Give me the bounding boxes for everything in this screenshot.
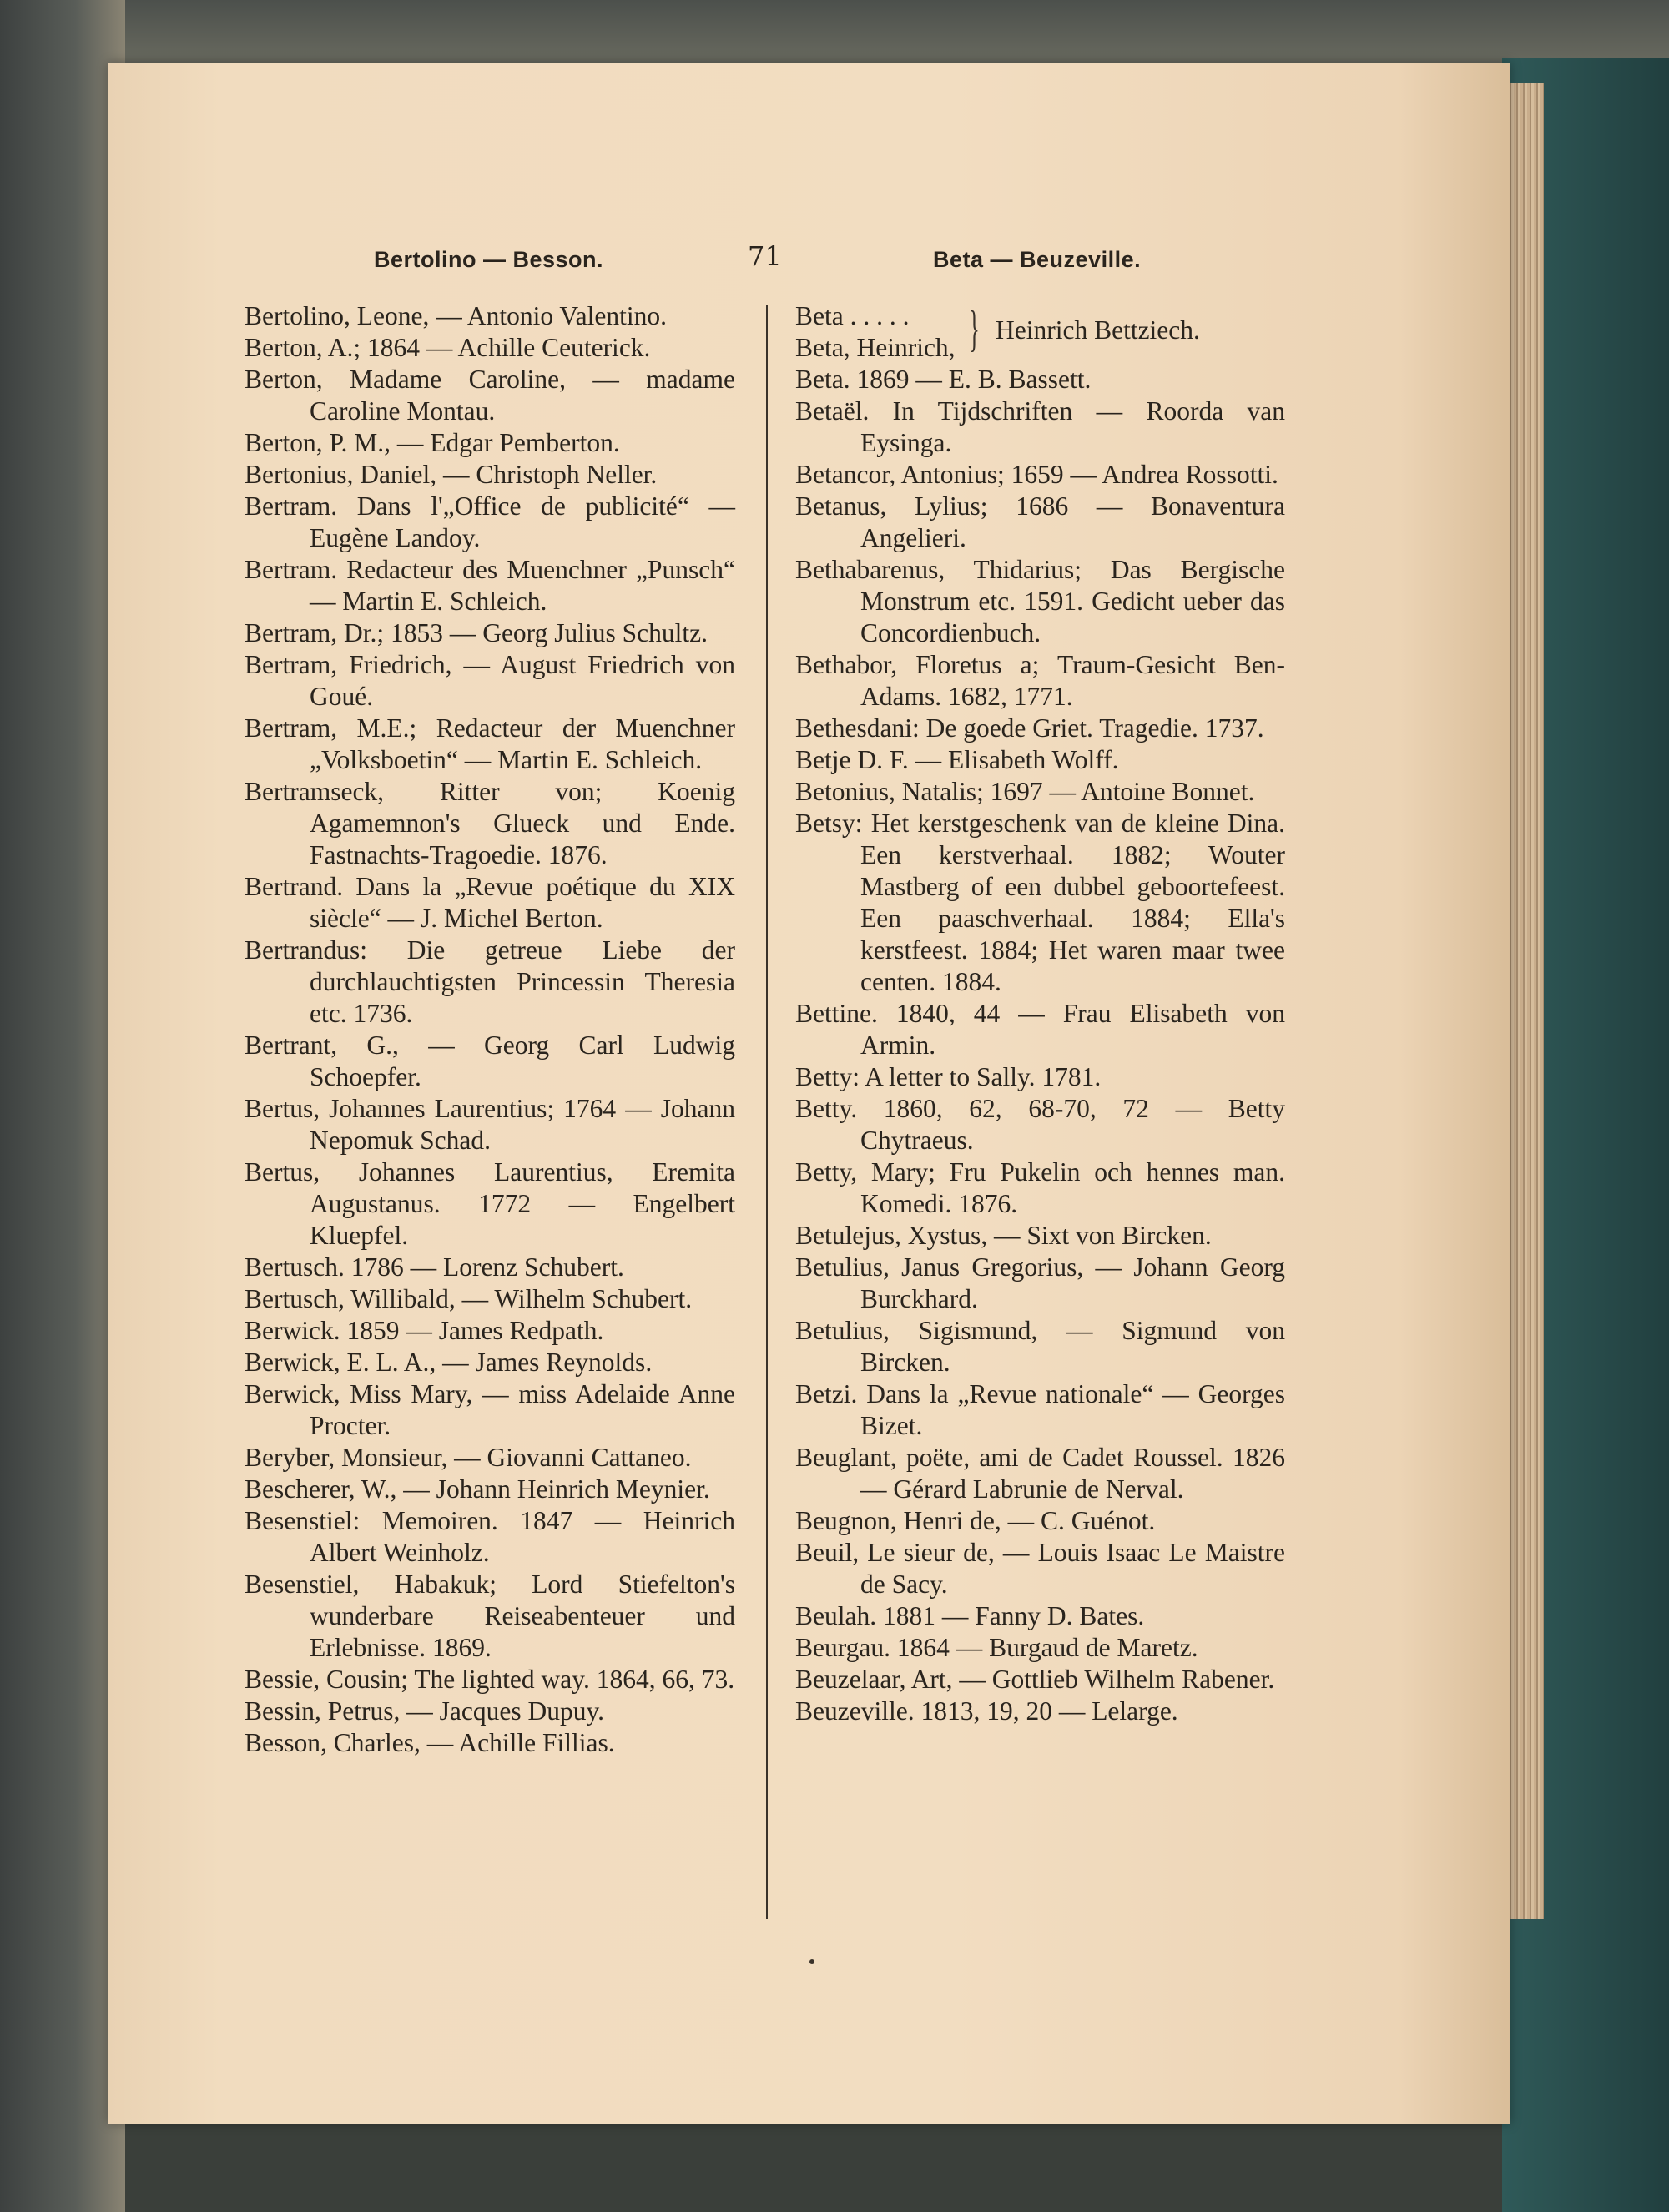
index-entry: Berton, P. M., — Edgar Pemberton.: [245, 428, 620, 457]
page-number: 71: [748, 240, 782, 272]
brace-names: [795, 300, 987, 364]
index-entry: Berwick, Miss Mary, — miss Adelaide Anne Procter.: [245, 1379, 735, 1440]
index-entry: Bertram. Redacteur des Muenchner „Punsch“ — Martin E. Schleich.: [245, 555, 735, 616]
index-entry: Bertus, Johannes Laurentius; 1764 — Johann Nepomuk Schad.: [245, 1094, 735, 1155]
running-head-left: Bertolino — Besson.: [374, 247, 604, 272]
index-entry: Beugnon, Henri de, — C. Guénot.: [795, 1506, 1156, 1535]
index-entry: Beulah. 1881 — Fanny D. Bates.: [795, 1601, 1145, 1630]
index-entry: Bertusch, Willibald, — Wilhelm Schubert.: [245, 1284, 693, 1313]
index-entry: Beryber, Monsieur, — Giovanni Cattaneo.: [245, 1443, 692, 1472]
index-entry: Bethesdani: De goede Griet. Tragedie. 1737.: [795, 713, 1264, 743]
index-entry: Bethabarenus, Thidarius; Das Bergische Monstrum etc. 1591. Gedicht ueber das Concordienbuch.: [795, 555, 1285, 647]
right-column: [795, 300, 1285, 1727]
index-entry: Betulius, Janus Gregorius, — Johann Georg Burckhard.: [795, 1252, 1285, 1313]
index-entry: Beuzelaar, Art, — Gottlieb Wilhelm Rabener.: [795, 1665, 1275, 1694]
scan-background-left: [0, 0, 125, 2212]
column-divider: [766, 305, 768, 1919]
index-entry: Bertusch. 1786 — Lorenz Schubert.: [245, 1252, 624, 1282]
index-entry: Betancor, Antonius; 1659 — Andrea Rossotti.: [795, 460, 1278, 489]
index-entry: Berwick, E. L. A., — James Reynolds.: [245, 1348, 653, 1377]
index-entry: Bertrand. Dans la „Revue poétique du XIX siècle“ — J. Michel Berton.: [245, 872, 735, 933]
index-entry: Betonius, Natalis; 1697 — Antoine Bonnet.: [795, 777, 1255, 806]
index-entry: Betulius, Sigismund, — Sigmund von Bircken.: [795, 1316, 1285, 1377]
index-entry: Betty: A letter to Sally. 1781.: [795, 1062, 1102, 1091]
index-entry: Beta. 1869 — E. B. Bassett.: [795, 365, 1092, 394]
index-entry: Bescherer, W., — Johann Heinrich Meynier.: [245, 1474, 710, 1504]
brace-entry: [795, 300, 1285, 364]
index-entry: Betzi. Dans la „Revue nationale“ — Georges Bizet.: [795, 1379, 1285, 1440]
running-head-right: Beta — Beuzeville.: [933, 247, 1142, 272]
index-entry: Berton, A.; 1864 — Achille Ceuterick.: [245, 333, 651, 362]
brace-name-2: Beta, Heinrich,: [795, 333, 956, 362]
index-entry: Bertram, M.E.; Redacteur der Muenchner „Volksboetin“ — Martin E. Schleich.: [245, 713, 735, 774]
index-entry: Beurgau. 1864 — Burgaud de Maretz.: [795, 1633, 1198, 1662]
right-column-entries: [795, 364, 1285, 1727]
index-entry: Berwick. 1859 — James Redpath.: [245, 1316, 604, 1345]
index-entry: Bertrandus: Die getreue Liebe der durchlauchtigsten Princessin Theresia etc. 1736.: [245, 935, 735, 1028]
index-entry: Betje D. F. — Elisabeth Wolff.: [795, 745, 1119, 774]
index-entry: Bertus, Johannes Laurentius, Eremita Augustanus. 1772 — Engelbert Kluepfel.: [245, 1157, 735, 1250]
left-column: [245, 300, 735, 1759]
index-entry: Betulejus, Xystus, — Sixt von Bircken.: [795, 1221, 1212, 1250]
index-entry: Beuil, Le sieur de, — Louis Isaac Le Maistre de Sacy.: [795, 1538, 1285, 1599]
index-entry: Bertram. Dans l'„Office de publicité“ — Eugène Landoy.: [245, 491, 735, 552]
index-entry: Bessin, Petrus, — Jacques Dupuy.: [245, 1696, 605, 1726]
index-entry: Betsy: Het kerstgeschenk van de kleine Dina. Een kerstverhaal. 1882; Wouter Mastberg of een dubbel geboortefeest. Een paaschverhaal. 1884; Ella's kerstfeest. 1884; Het waren maar twee centen. 1884.: [795, 809, 1285, 996]
index-entry: Beuzeville. 1813, 19, 20 — Lelarge.: [795, 1696, 1178, 1726]
index-entry: Betaël. In Tijdschriften — Roorda van Eysinga.: [795, 396, 1285, 457]
index-entry: Bertram, Friedrich, — August Friedrich von Goué.: [245, 650, 735, 711]
index-entry: Berton, Madame Caroline, — madame Caroline Montau.: [245, 365, 735, 426]
index-entry: Betty, Mary; Fru Pukelin och hennes man. Komedi. 1876.: [795, 1157, 1285, 1218]
brace-name-1: Beta . . . . .: [795, 301, 910, 330]
brace-target: Heinrich Bettziech.: [996, 315, 1200, 345]
ink-speck: [809, 1959, 814, 1964]
brace-icon: }: [968, 301, 980, 356]
index-entry: Besenstiel, Habakuk; Lord Stiefelton's wunderbare Reiseabenteuer und Erlebnisse. 1869.: [245, 1570, 735, 1662]
index-entry: Bertramseck, Ritter von; Koenig Agamemnon's Glueck und Ende. Fastnachts-Tragoedie. 1876.: [245, 777, 735, 869]
index-entry: Bertram, Dr.; 1853 — Georg Julius Schultz.: [245, 618, 708, 647]
index-entry: Bessie, Cousin; The lighted way. 1864, 66, 73.: [245, 1665, 735, 1694]
scan-background-top: [0, 0, 1669, 67]
index-entry: Betanus, Lylius; 1686 — Bonaventura Angelieri.: [795, 491, 1285, 552]
index-entry: Beuglant, poëte, ami de Cadet Roussel. 1826 — Gérard Labrunie de Nerval.: [795, 1443, 1285, 1504]
index-entry: Bertrant, G., — Georg Carl Ludwig Schoepfer.: [245, 1030, 735, 1091]
index-entry: Besenstiel: Memoiren. 1847 — Heinrich Albert Weinholz.: [245, 1506, 735, 1567]
index-entry: Bethabor, Floretus a; Traum-Gesicht Ben-Adams. 1682, 1771.: [795, 650, 1285, 711]
index-entry: Betty. 1860, 62, 68-70, 72 — Betty Chytraeus.: [795, 1094, 1285, 1155]
index-entry: Bertolino, Leone, — Antonio Valentino.: [245, 301, 667, 330]
index-entry: Bertonius, Daniel, — Christoph Neller.: [245, 460, 658, 489]
index-entry: Bettine. 1840, 44 — Frau Elisabeth von Armin.: [795, 999, 1285, 1060]
index-entry: Besson, Charles, — Achille Fillias.: [245, 1728, 615, 1757]
